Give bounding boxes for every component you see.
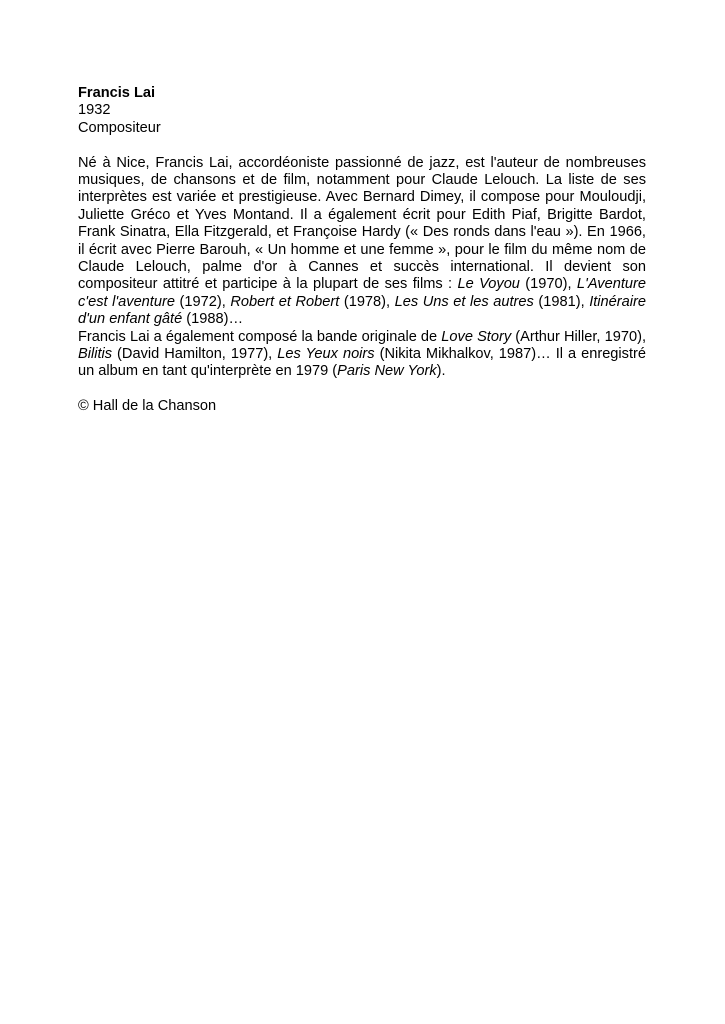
biography-paragraph-2: [78, 329, 646, 381]
film-title: Love Story: [441, 328, 512, 345]
film-title: Itinéraire d'un enfant gâté: [78, 293, 646, 328]
bio-text: (1981),: [533, 293, 590, 310]
bio-text: (1970),: [519, 276, 577, 293]
document-page: [78, 85, 646, 416]
film-title: Robert et Robert: [230, 293, 340, 310]
film-title: Bilitis: [78, 346, 113, 363]
bio-text: (1988)…: [182, 311, 244, 328]
bio-text: Né à Nice, Francis Lai, accordéoniste passionné de jazz, est l'auteur de nombreuses musiques, de chansons et de film, notamment pour Claude Lelouch. La liste de ses interprètes est variée et prestigieuse. Avec Bernard Dimey, il compose pour Mouloudji, Juliette Gréco et Yves Montand. Il a également écrit pour Edith Piaf, Brigitte Bardot, Frank Sinatra, Ella Fitzgerald, et Françoise Hardy (« Des ronds dans l'eau »). En 1966, il écrit avec Pierre Barouh, « Un homme et une femme », pour le film du même nom de Claude Lelouch, palme d'or à Cannes et succès international. Il devient son compositeur attitré et participe à la plupart de ses films :: [78, 154, 646, 293]
copyright-notice: © Hall de la Chanson: [78, 398, 217, 415]
film-title: Le Voyou: [457, 276, 520, 293]
bio-text: (Nikita Mikhalkov, 1987)… Il a enregistré un album en tant qu'interprète en 1979 (: [78, 346, 646, 380]
film-title: Les Uns et les autres: [394, 293, 534, 310]
album-title: Paris New York: [337, 363, 437, 380]
artist-header: [78, 85, 646, 137]
bio-text: ).: [436, 363, 446, 380]
bio-text: (Arthur Hiller, 1970),: [511, 328, 646, 345]
film-title: Les Yeux noirs: [277, 346, 375, 363]
biography-paragraph-1: [78, 155, 646, 329]
artist-birth-year: 1932: [78, 102, 111, 119]
bio-text: Francis Lai a également composé la bande originale de: [78, 328, 442, 345]
biography: [78, 155, 646, 381]
artist-role: Compositeur: [78, 119, 161, 136]
bio-text: (1978),: [339, 293, 395, 310]
film-title: L'Aventure c'est l'aventure: [78, 276, 646, 310]
bio-text: (David Hamilton, 1977),: [112, 346, 278, 363]
bio-text: (1972),: [174, 293, 231, 310]
artist-name: Francis Lai: [78, 85, 156, 101]
